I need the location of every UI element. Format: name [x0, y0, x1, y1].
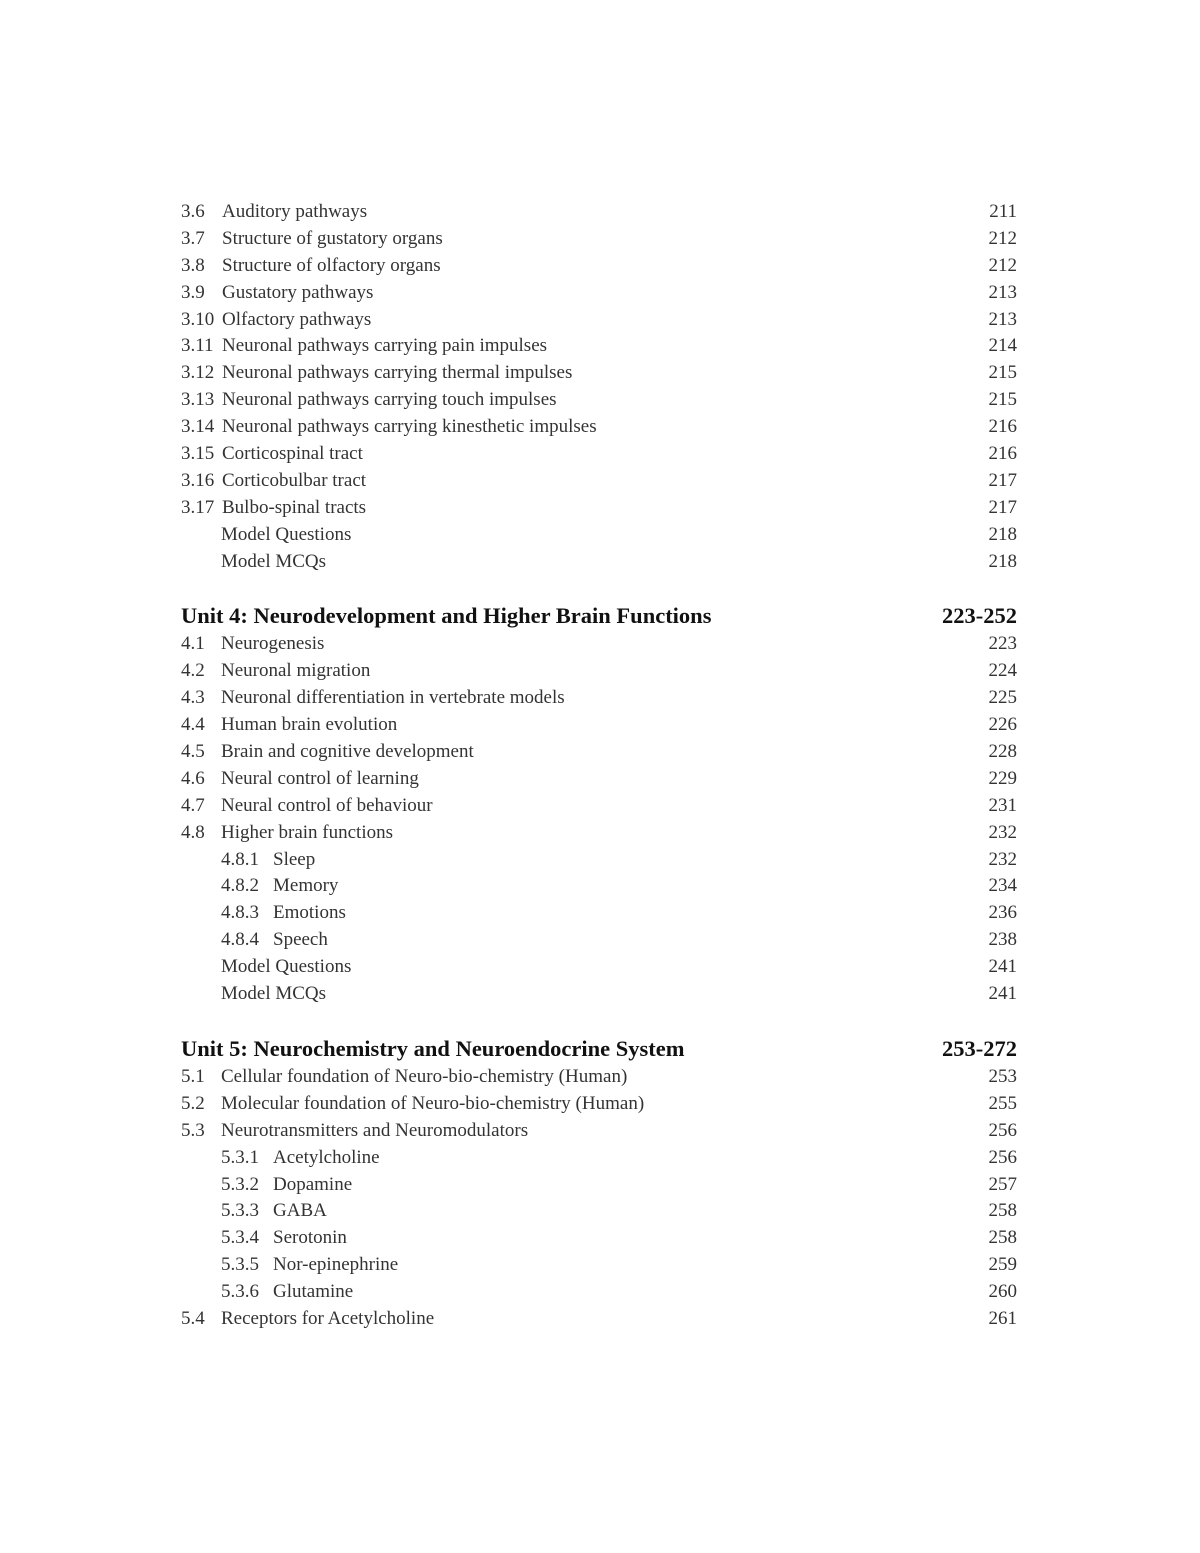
toc-entry: [181, 441, 1017, 468]
entry-number: 3.9: [181, 281, 205, 303]
entry-page: 226: [988, 714, 1017, 736]
entry-title: Model Questions: [221, 956, 352, 978]
toc-entry: [181, 793, 1017, 820]
unit-page-range: 223-252: [942, 603, 1017, 629]
entry-page: 223: [988, 633, 1017, 655]
entry-number: 4.8.3: [221, 902, 259, 924]
entry-number: 5.2: [181, 1092, 205, 1114]
toc-entry: [181, 226, 1017, 253]
entry-title: Speech: [273, 929, 328, 951]
entry-title: Glutamine: [273, 1281, 354, 1303]
toc-subentry: [181, 1172, 1017, 1199]
entry-number: 5.4: [181, 1307, 205, 1329]
entry-title: Auditory pathways: [222, 201, 368, 222]
entry-page: 238: [988, 929, 1017, 951]
entry-number: 4.5: [181, 741, 205, 763]
entry-title: Neuronal pathways carrying touch impulses: [222, 389, 557, 411]
entry-number: 3.10: [181, 308, 215, 330]
entry-number: 5.3.3: [221, 1200, 259, 1222]
entry-title: Neuronal pathways carrying kinesthetic impulses: [222, 416, 597, 438]
entry-title: Cellular foundation of Neuro-bio-chemistry (Human): [221, 1065, 628, 1087]
entry-page: 259: [988, 1254, 1017, 1276]
entry-number: 3.12: [181, 362, 215, 384]
toc-model-mcqs: [181, 981, 1017, 1008]
entry-number: 4.8: [181, 821, 205, 843]
entry-title: Neurotransmitters and Neuromodulators: [221, 1119, 529, 1141]
entry-title: Sleep: [273, 848, 316, 870]
toc-model-questions: [181, 954, 1017, 981]
entry-title: GABA: [273, 1200, 327, 1222]
toc-entry: [181, 739, 1017, 766]
entry-title: Neuronal pathways carrying pain impulses: [222, 335, 548, 357]
entry-page: 224: [988, 660, 1017, 682]
toc-entry: [181, 631, 1017, 658]
entry-page: 256: [988, 1146, 1017, 1168]
entry-number: 3.17: [181, 496, 215, 518]
toc-entry: [181, 685, 1017, 712]
entry-number: 3.11: [181, 335, 214, 357]
entry-number: 3.8: [181, 254, 205, 276]
entry-title: Bulbo-spinal tracts: [222, 496, 367, 518]
entry-page: 215: [988, 362, 1017, 384]
entry-page: 257: [988, 1173, 1017, 1195]
entry-number: 4.6: [181, 767, 205, 789]
entry-page: 212: [988, 254, 1017, 276]
entry-page: 212: [988, 227, 1017, 249]
entry-title: Receptors for Acetylcholine: [221, 1307, 435, 1329]
entry-title: Higher brain functions: [221, 821, 394, 843]
toc-entry: [181, 495, 1017, 522]
toc-subentry: [181, 1145, 1017, 1172]
unit-heading: [181, 1034, 1017, 1064]
entry-number: 4.7: [181, 794, 205, 816]
entry-number: 3.14: [181, 416, 215, 438]
entry-number: 5.3: [181, 1119, 205, 1141]
entry-number: 5.3.2: [221, 1173, 259, 1195]
entry-number: 4.3: [181, 687, 205, 709]
entry-page: 253: [988, 1065, 1017, 1087]
entry-page: 228: [988, 741, 1017, 763]
entry-number: 5.3.6: [221, 1281, 259, 1303]
entry-title: Acetylcholine: [273, 1146, 380, 1168]
toc-subentry: [181, 1279, 1017, 1306]
entry-number: 5.1: [181, 1065, 205, 1087]
toc-subentry: [181, 1252, 1017, 1279]
toc-subentry: [181, 873, 1017, 900]
entry-number: 5.3.4: [221, 1227, 259, 1249]
entry-number: 4.4: [181, 714, 205, 736]
entry-page: 255: [988, 1092, 1017, 1114]
entry-page: 213: [988, 281, 1017, 303]
entry-number: 4.8.2: [221, 875, 259, 897]
entry-page: 241: [988, 956, 1017, 978]
entry-number: 3.13: [181, 389, 215, 411]
unit-heading: [181, 601, 1017, 631]
entry-title: Molecular foundation of Neuro-bio-chemistry (Human): [221, 1092, 645, 1114]
toc-entry: [181, 1064, 1017, 1091]
toc-entry: [181, 333, 1017, 360]
entry-page: 232: [988, 848, 1017, 870]
entry-page: 215: [988, 389, 1017, 411]
entry-number: 5.3.1: [221, 1146, 259, 1168]
toc-entry: [181, 253, 1017, 280]
entry-title: Nor-epinephrine: [273, 1254, 399, 1276]
entry-number: 3.6: [181, 201, 205, 222]
entry-page: 216: [988, 443, 1017, 465]
entry-title: Structure of gustatory organs: [222, 227, 443, 249]
toc-entry: [181, 199, 1017, 226]
toc-entry: [181, 468, 1017, 495]
entry-title: Model Questions: [221, 523, 352, 545]
entry-page: 229: [988, 767, 1017, 789]
entry-title: Corticospinal tract: [222, 443, 363, 465]
toc-entry: [181, 1091, 1017, 1118]
unit-page-range: 253-272: [942, 1035, 1017, 1061]
entry-number: 3.15: [181, 443, 215, 465]
toc-entry: [181, 658, 1017, 685]
entry-page: 213: [988, 308, 1017, 330]
toc-subentry: [181, 900, 1017, 927]
entry-title: Neural control of behaviour: [221, 794, 433, 816]
entry-title: Model MCQs: [221, 550, 327, 572]
toc-subentry: [181, 847, 1017, 874]
toc-subentry: [181, 927, 1017, 954]
toc-entry: [181, 280, 1017, 307]
entry-page: 256: [988, 1119, 1017, 1141]
entry-title: Dopamine: [273, 1173, 353, 1195]
entry-number: 4.8.4: [221, 929, 259, 951]
entry-title: Neuronal migration: [221, 660, 371, 682]
entry-page: 218: [988, 550, 1017, 572]
entry-number: 4.2: [181, 660, 205, 682]
toc-entry: [181, 387, 1017, 414]
toc-entry: [181, 1306, 1017, 1333]
entry-title: Neural control of learning: [221, 767, 419, 789]
entry-page: 218: [988, 523, 1017, 545]
entry-page: 214: [988, 335, 1017, 357]
entry-title: Emotions: [273, 902, 346, 924]
entry-title: Serotonin: [273, 1227, 347, 1249]
toc-model-mcqs: [181, 549, 1017, 576]
toc-entry: [181, 766, 1017, 793]
entry-number: 5.3.5: [221, 1254, 259, 1276]
entry-page: 234: [988, 875, 1017, 897]
entry-page: 232: [988, 821, 1017, 843]
toc-subentry: [181, 1225, 1017, 1252]
entry-number: 4.1: [181, 633, 205, 655]
toc-entry: [181, 1118, 1017, 1145]
entry-page: 261: [988, 1307, 1017, 1329]
entry-title: Neuronal differentiation in vertebrate models: [221, 687, 565, 709]
entry-page: 258: [988, 1200, 1017, 1222]
toc-entry: [181, 360, 1017, 387]
entry-page: 236: [988, 902, 1017, 924]
entry-number: 3.16: [181, 469, 215, 491]
entry-page: 217: [988, 469, 1017, 491]
entry-title: Neuronal pathways carrying thermal impulses: [222, 362, 573, 384]
toc-entry: [181, 414, 1017, 441]
entry-title: Model MCQs: [221, 983, 327, 1005]
entry-title: Structure of olfactory organs: [222, 254, 441, 276]
entry-title: Gustatory pathways: [222, 281, 374, 303]
entry-title: Human brain evolution: [221, 714, 398, 736]
entry-page: 231: [988, 794, 1017, 816]
unit-title: Unit 5: Neurochemistry and Neuroendocrine System: [181, 1035, 685, 1061]
entry-page: 211: [989, 201, 1017, 222]
entry-page: 241: [988, 983, 1017, 1005]
entry-number: 4.8.1: [221, 848, 259, 870]
entry-page: 216: [988, 416, 1017, 438]
entry-title: Brain and cognitive development: [221, 741, 474, 763]
toc-entry: [181, 307, 1017, 334]
toc-subentry: [181, 1198, 1017, 1225]
toc-entry: [181, 712, 1017, 739]
toc-entry: [181, 820, 1017, 847]
unit-title: Unit 4: Neurodevelopment and Higher Brain Functions: [181, 603, 712, 629]
entry-page: 225: [988, 687, 1017, 709]
entry-title: Memory: [273, 875, 339, 897]
entry-page: 260: [988, 1281, 1017, 1303]
entry-page: 258: [988, 1227, 1017, 1249]
entry-title: Olfactory pathways: [222, 308, 372, 330]
toc-model-questions: [181, 522, 1017, 549]
entry-page: 217: [988, 496, 1017, 518]
entry-title: Neurogenesis: [221, 633, 325, 655]
table-of-contents: [181, 199, 1017, 1333]
entry-number: 3.7: [181, 227, 205, 249]
entry-title: Corticobulbar tract: [222, 469, 367, 491]
